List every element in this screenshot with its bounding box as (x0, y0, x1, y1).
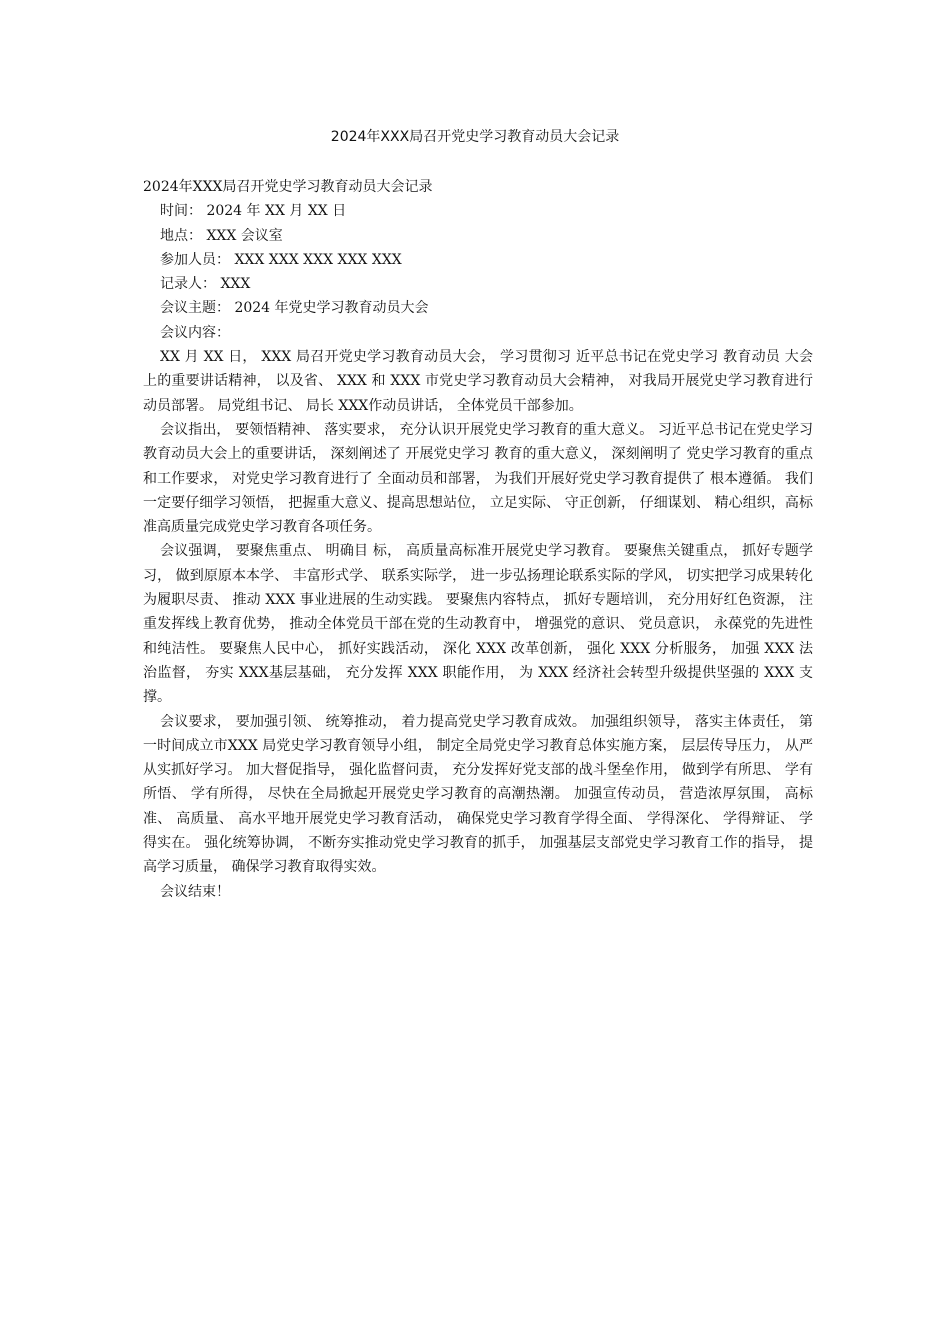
field-location: 地点： XXX 会议室 (160, 227, 283, 244)
document-title: 2024年XXX局召开党史学习教育动员大会记录 (330, 129, 620, 145)
paragraph-emphasis: 会议强调， 要聚焦重点、 明确目 标， 高质量高标准开展党史学习教育。 要聚焦关键重点， 抓好专题学习， 做到原原本本学、 丰富形式学、 联系实际学， 进一步弘扬理论联系实际的学风， 切实把学习成果转化为履职尽责、 推动 XXX 事业进展的生动实践。 要聚焦内容特点， 抓好专题培训， 充分用好红色资源， 注重发挥线上教育优势， 推动全体党员干部在党的生动教育中， 增强党的意识、 党员意识， 永葆党的先进性和纯洁性。 要聚焦人民中心， 抓好实践活动， 深化 XXX 改革创新， 强化 XXX 分析服务， 加强 XXX 法治监督， 夯实 XXX基层基础， 充分发挥 XXX 职能作用， 为 XXX 经济社会转型升级提供坚强的 XXX 支撑。 (143, 543, 813, 706)
field-content-label: 会议内容： (160, 324, 230, 341)
field-topic: 会议主题： 2024 年党史学习教育动员大会 (160, 300, 429, 317)
field-recorder: 记录人： XXX (160, 276, 251, 293)
paragraph-intro: XX 月 XX 日， XXX 局召开党史学习教育动员大会， 学习贯彻习 近平总书记在党史学习 教育动员 大会上的重要讲话精神， 以及省、 XXX 和 XXX 市党史学习教育动员大会精神， 对我局开展党史学习教育进行动员部署。 局党组书记、 局长 XXX作动员讲话， 全体党员干部参加。 (143, 349, 813, 414)
field-attendees: 参加人员： XXX XXX XXX XXX XXX (160, 251, 402, 268)
document-body (143, 175, 813, 904)
paragraph-requirements: 会议要求， 要加强引领、 统筹推动， 着力提高党史学习教育成效。 加强组织领导， 落实主体责任， 第一时间成立市XXX 局党史学习教育领导小组， 制定全局党史学习教育总体实施方案， 层层传导压力， 从严从实抓好学习。 加大督促指导， 强化监督问责， 充分发挥好党支部的战斗堡垒作用， 做到学有所思、 学有所悟、 学有所得， 尽快在全局掀起开展党史学习教育的高潮热潮。 加强宣传动员， 营造浓厚氛围， 高标准、 高质量、 高水平地开展党史学习教育活动， 确保党史学习教育学得全面、 学得深化、 学得辩证、 学得实在。 强化统筹协调， 不断夯实推动党史学习教育的抓手， 加强基层支部党史学习教育工作的指导， 提高学习质量， 确保学习教育取得实效。 (143, 713, 813, 876)
field-time: 时间： 2024 年 XX 月 XX 日 (160, 203, 347, 220)
paragraph-points: 会议指出， 要领悟精神、 落实要求， 充分认识开展党史学习教育的重大意义。 习近平总书记在党史学习教育动员大会上的重要讲话， 深刻阐述了 开展党史学习 教育的重大意义， 深刻阐明了 党史学习教育的重点和工作要求， 对党史学习教育进行了 全面动员和部署， 为我们开展好党史学习教育提供了 根本遵循。 我们一定要仔细学习领悟， 把握重大意义、提高思想站位， 立足实际、 守正创新， 仔细谋划、 精心组织，高标准高质量完成党史学习教育各项任务。 (143, 421, 813, 536)
paragraph-closing: 会议结束！ (160, 883, 230, 900)
document-heading: 2024年XXX局召开党史学习教育动员大会记录 (143, 179, 433, 195)
